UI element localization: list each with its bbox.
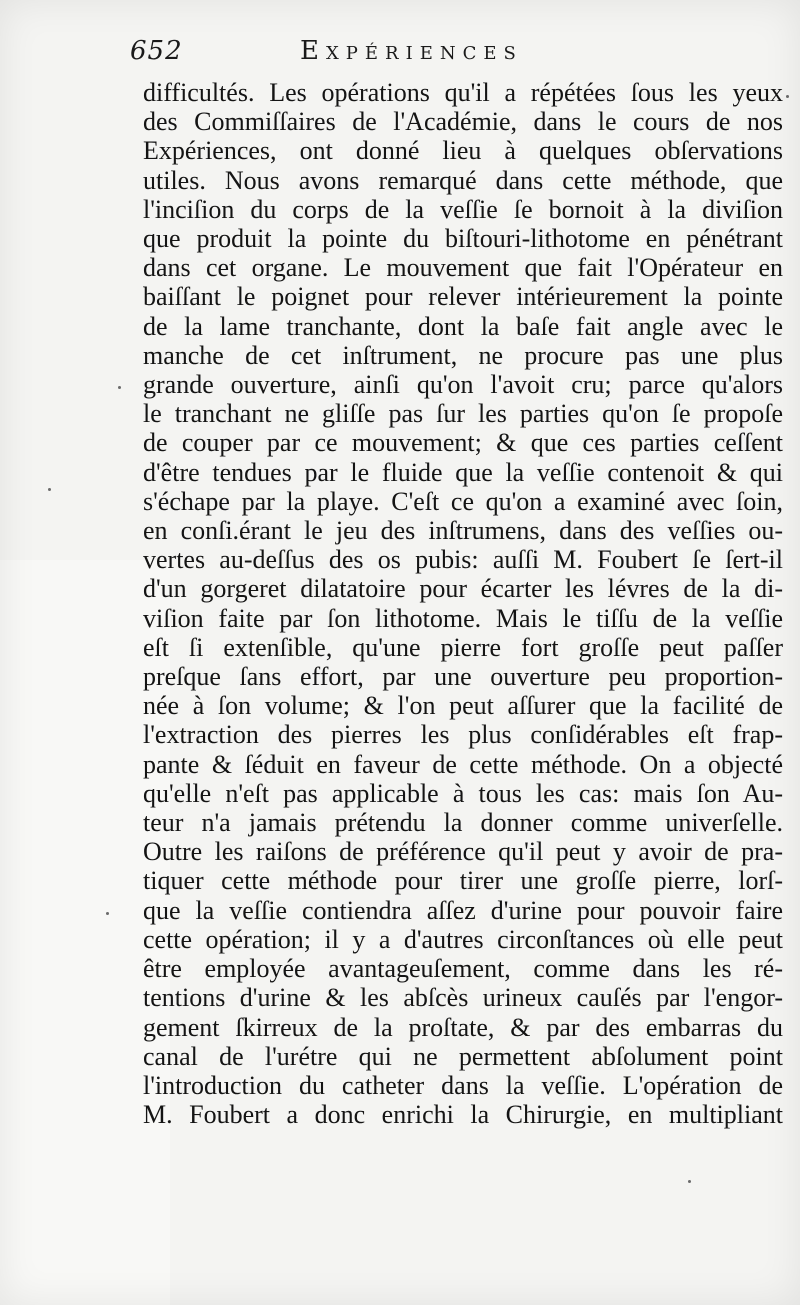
text-line: l'inciſion du corps de la veſſie ſe bornoit à la diviſion bbox=[143, 194, 783, 224]
text-line: pante & ſéduit en faveur de cette méthode. On a objecté bbox=[143, 749, 783, 779]
text-line: née à ſon volume; & l'on peut aſſurer que la facilité de bbox=[143, 691, 783, 721]
text-line: manche de cet inſtrument, ne procure pas une plus bbox=[143, 340, 783, 370]
text-line: l'introduction du catheter dans la veſſie. L'opération de bbox=[143, 1070, 783, 1100]
text-line: gement ſkirreux de la proſtate, & par des embarras du bbox=[143, 1012, 783, 1042]
page-number: 652 bbox=[130, 36, 183, 66]
text-line: en conſi.érant le jeu des inſtrumens, dans des veſſies ou- bbox=[143, 516, 783, 546]
text-line: M. Foubert a donc enrichi la Chirurgie, en multipliant bbox=[143, 1100, 783, 1130]
text-line: preſque ſans effort, par une ouverture peu proportion- bbox=[143, 662, 783, 692]
text-line: le tranchant ne gliſſe pas ſur les parties qu'on ſe propoſe bbox=[143, 399, 783, 429]
text-line: teur n'a jamais prétendu la donner comme univerſelle. bbox=[143, 808, 783, 838]
text-line: l'extraction des pierres les plus conſidérables eſt frap- bbox=[143, 720, 783, 750]
text-line: viſion faite par ſon lithotome. Mais le tiſſu de la veſſie bbox=[143, 603, 783, 633]
text-line: Outre les raiſons de préférence qu'il peut y avoir de pra- bbox=[143, 837, 783, 867]
text-line: eſt ſi extenſible, qu'une pierre fort groſſe peut paſſer bbox=[143, 632, 783, 662]
text-line: vertes au-deſſus des os pubis: auſſi M. Foubert ſe ſert-il bbox=[143, 545, 783, 575]
text-line: tiquer cette méthode pour tirer une groſſe pierre, lorſ- bbox=[143, 866, 783, 896]
text-line: grande ouverture, ainſi qu'on l'avoit cru; parce qu'alors bbox=[143, 370, 783, 400]
text-line: canal de l'urétre qui ne permettent abſolument point bbox=[143, 1041, 783, 1071]
text-line: être employée avantageuſement, comme dans les ré- bbox=[143, 954, 783, 984]
ink-speck bbox=[48, 488, 51, 491]
running-head: Expériences bbox=[300, 36, 523, 66]
text-line: difficultés. Les opérations qu'il a répétées ſous les yeux bbox=[143, 78, 783, 107]
text-line: des Commiſſaires de l'Académie, dans le cours de nos bbox=[143, 107, 783, 137]
page-header bbox=[130, 36, 770, 76]
ink-speck bbox=[106, 912, 109, 915]
text-line: qu'elle n'eſt pas applicable à tous les cas: mais ſon Au- bbox=[143, 778, 783, 808]
text-line: de la lame tranchante, dont la baſe fait angle avec le bbox=[143, 311, 783, 341]
text-line: utiles. Nous avons remarqué dans cette méthode, que bbox=[143, 165, 783, 195]
text-line: d'être tendues par le fluide que la veſſie contenoit & qui bbox=[143, 457, 783, 487]
text-line: de couper par ce mouvement; & que ces parties ceſſent bbox=[143, 428, 783, 458]
ink-speck bbox=[688, 1180, 691, 1183]
ink-speck bbox=[118, 386, 121, 389]
text-line: s'échape par la playe. C'eſt ce qu'on a examiné avec ſoin, bbox=[143, 486, 783, 516]
ink-speck bbox=[786, 95, 789, 98]
body-text bbox=[143, 78, 783, 1129]
text-line: que la veſſie contiendra aſſez d'urine pour pouvoir faire bbox=[143, 895, 783, 925]
text-line: Expériences, ont donné lieu à quelques obſervations bbox=[143, 136, 783, 166]
text-line: cette opération; il y a d'autres circonſtances où elle peut bbox=[143, 924, 783, 954]
text-line: baiſſant le poignet pour relever intérieurement la pointe bbox=[143, 282, 783, 312]
text-line: tentions d'urine & les abſcès urineux cauſés par l'engor- bbox=[143, 983, 783, 1013]
text-line: que produit la pointe du biſtouri-lithotome en pénétrant bbox=[143, 224, 783, 254]
text-line: d'un gorgeret dilatatoire pour écarter les lévres de la di- bbox=[143, 574, 783, 604]
text-line: dans cet organe. Le mouvement que fait l'Opérateur en bbox=[143, 253, 783, 283]
